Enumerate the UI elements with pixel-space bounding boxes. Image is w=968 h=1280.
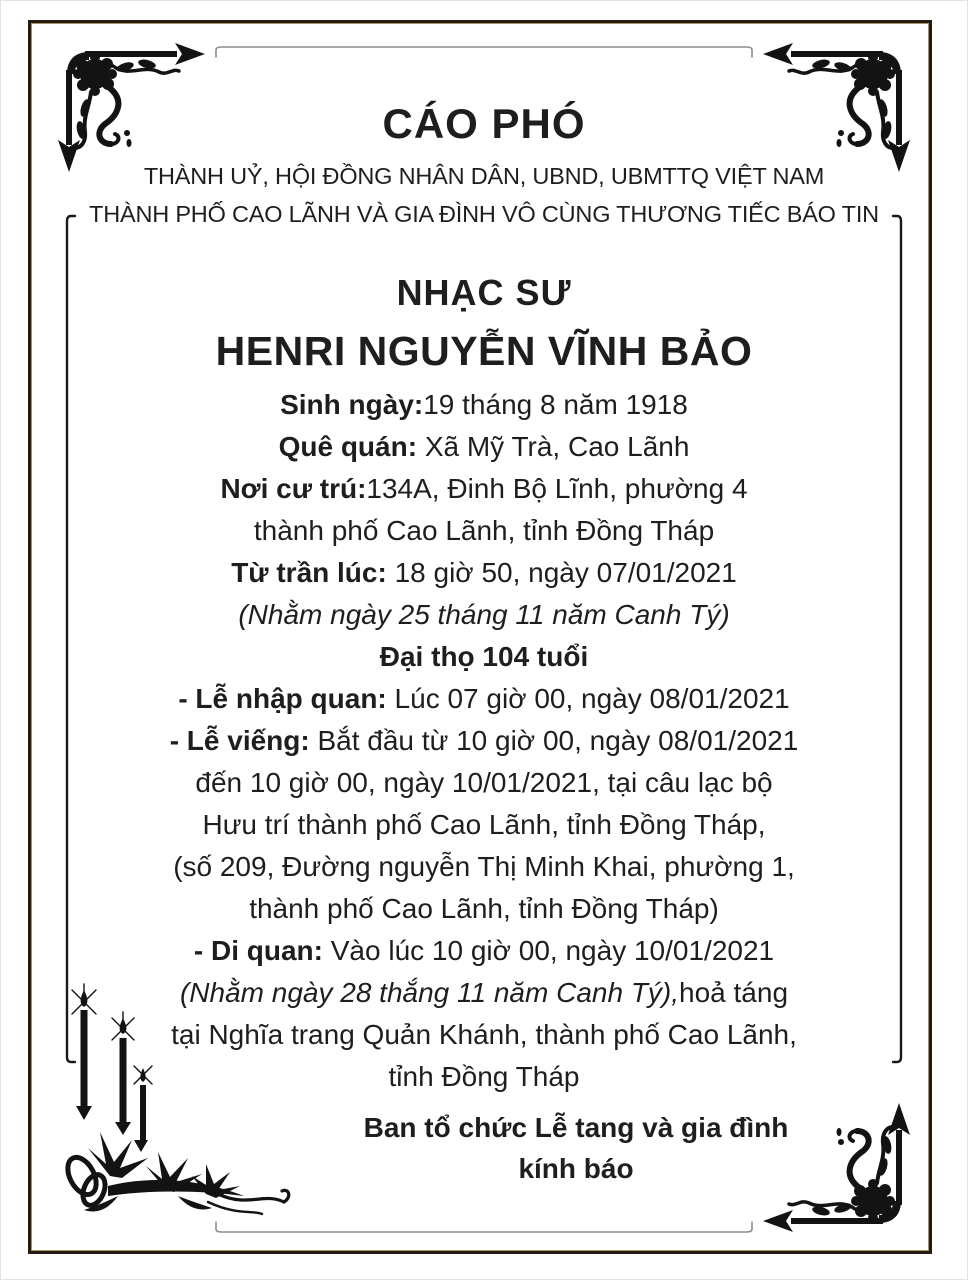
text-segment: 134A, Đinh Bộ Lĩnh, phường 4 <box>366 473 748 504</box>
funeral-details <box>40 384 928 1098</box>
detail-line <box>40 888 928 930</box>
detail-line <box>40 930 928 972</box>
text-segment: Vào lúc 10 giờ 00, ngày 10/01/2021 <box>330 935 775 966</box>
document-title: CÁO PHÓ <box>382 100 586 147</box>
footer-signature-line-2: kính báo <box>518 1153 634 1184</box>
deceased-name: HENRI NGUYỄN VĨNH BẢO <box>215 328 753 374</box>
text-segment: Hưu trí thành phố Cao Lãnh, tỉnh Đồng Tháp, <box>202 809 766 840</box>
text-segment: thành phố Cao Lãnh, tỉnh Đồng Tháp <box>253 515 715 546</box>
text-segment: (số 209, Đường nguyễn Thị Minh Khai, phường 1, <box>173 851 795 882</box>
detail-line <box>40 636 928 678</box>
organization-line-2: THÀNH PHỐ CAO LÃNH VÀ GIA ĐÌNH VÔ CÙNG THƯƠNG TIẾC BÁO TIN <box>89 201 879 227</box>
detail-line <box>40 468 928 510</box>
text-segment: - Lễ nhập quan: <box>178 683 395 714</box>
detail-line <box>40 1014 928 1056</box>
text-segment: Xã Mỹ Trà, Cao Lãnh <box>424 431 690 462</box>
text-segment: đến 10 giờ 00, ngày 10/01/2021, tại câu lạc bộ <box>195 767 773 798</box>
text-segment: (Nhằm ngày 28 thắng 11 năm Canh Tý), <box>179 977 680 1008</box>
text-segment: Bắt đầu từ 10 giờ 00, ngày 08/01/2021 <box>317 725 799 756</box>
detail-line <box>40 426 928 468</box>
text-segment: - Di quan: <box>193 935 331 966</box>
detail-line <box>40 510 928 552</box>
text-segment: (Nhằm ngày 25 tháng 11 năm Canh Tý) <box>238 599 730 630</box>
text-segment: 18 giờ 50, ngày 07/01/2021 <box>394 557 737 588</box>
detail-line <box>40 678 928 720</box>
text-segment: hoả táng <box>679 977 789 1008</box>
detail-line <box>40 846 928 888</box>
text-segment: Từ trần lúc: <box>231 557 395 588</box>
text-segment: tại Nghĩa trang Quản Khánh, thành phố Cao Lãnh, <box>171 1019 797 1050</box>
text-segment: thành phố Cao Lãnh, tỉnh Đồng Tháp) <box>249 893 719 924</box>
detail-line <box>40 594 928 636</box>
text-segment: Quê quán: <box>278 431 425 462</box>
detail-line <box>40 384 928 426</box>
detail-line <box>40 972 928 1014</box>
footer-signature-line-1: Ban tổ chức Lễ tang và gia đình <box>363 1112 789 1143</box>
text-segment: Sinh ngày: <box>280 389 424 420</box>
organization-line-1: THÀNH UỶ, HỘI ĐỒNG NHÂN DÂN, UBND, UBMTTQ VIỆT NAM <box>143 163 825 189</box>
detail-line <box>40 804 928 846</box>
text-segment: Lúc 07 giờ 00, ngày 08/01/2021 <box>394 683 790 714</box>
footer-signature <box>240 1107 912 1189</box>
text-segment: - Lễ viếng: <box>169 725 318 756</box>
detail-line <box>40 720 928 762</box>
deceased-title: NHẠC SƯ <box>396 272 572 313</box>
text-segment: Đại thọ 104 tuổi <box>379 641 589 672</box>
detail-line <box>40 1056 928 1098</box>
text-segment: tỉnh Đồng Tháp <box>388 1061 580 1092</box>
detail-line <box>40 762 928 804</box>
text-segment: 19 tháng 8 năm 1918 <box>423 389 688 420</box>
text-segment: Nơi cư trú: <box>220 473 367 504</box>
inner-rule-top <box>213 45 755 59</box>
detail-line <box>40 552 928 594</box>
